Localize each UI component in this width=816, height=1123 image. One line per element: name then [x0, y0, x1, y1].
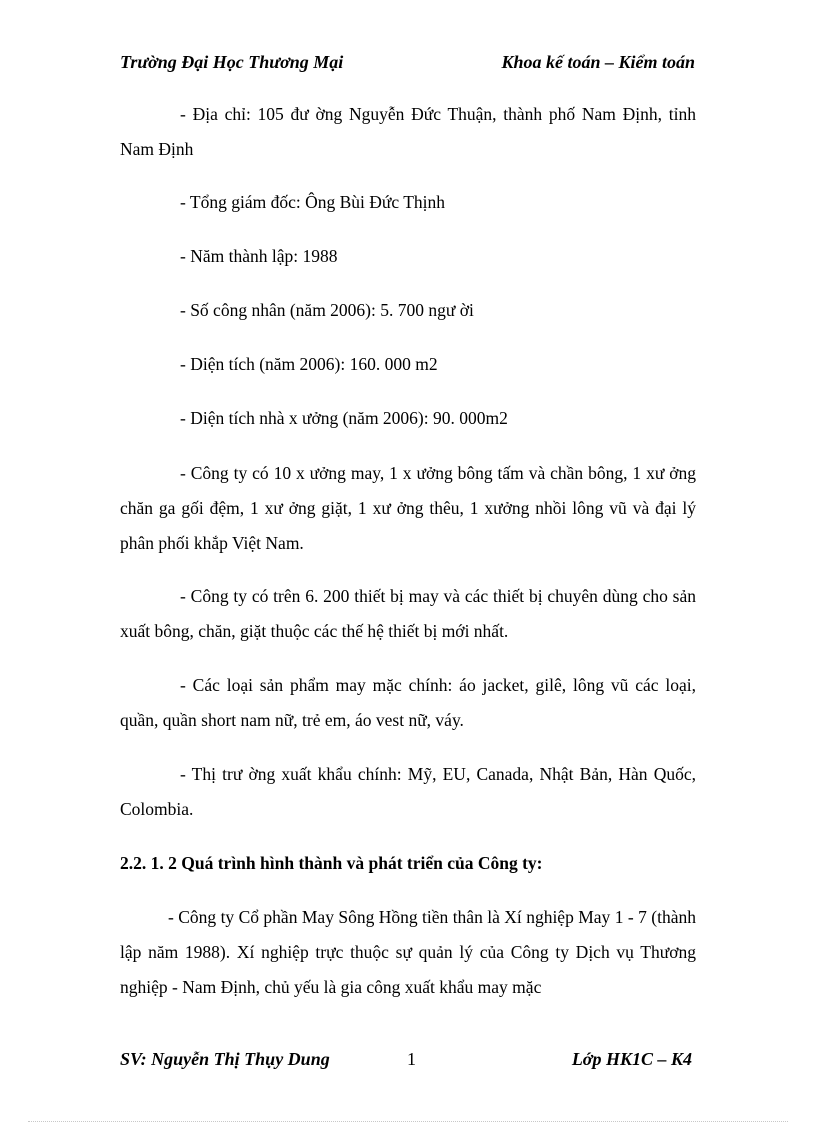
- page-footer: [120, 1049, 692, 1075]
- paragraph-factory-area: - Diện tích nhà x ưởng (năm 2006): 90. 000m2: [180, 408, 508, 428]
- paragraph-history: - Công ty Cổ phần May Sông Hồng tiền thân là Xí nghiệp May 1 - 7 (thành lập năm 1988). Xí nghiệp trực thuộc sự quản lý của Công ty Dịch vụ Thương nghiệp - Nam Định, chủ yếu là gia công xuất khẩu may mặc: [120, 907, 696, 997]
- paragraph-area: - Diện tích (năm 2006): 160. 000 m2: [180, 354, 438, 374]
- page-header: [120, 52, 695, 78]
- header-university: Trường Đại Học Thương Mại: [120, 52, 344, 72]
- paragraph-markets: - Thị trư ờng xuất khẩu chính: Mỹ, EU, Canada, Nhật Bản, Hàn Quốc, Colombia.: [120, 764, 696, 819]
- header-faculty: Khoa kế toán – Kiểm toán: [501, 52, 695, 72]
- paragraph-equipment: - Công ty có trên 6. 200 thiết bị may và các thiết bị chuyên dùng cho sản xuất bông, chăn, giặt thuộc các thế hệ thiết bị mới nhất.: [120, 586, 696, 641]
- page-bottom-rule: [28, 1121, 788, 1122]
- footer-student: SV: Nguyễn Thị Thụy Dung: [120, 1049, 330, 1069]
- paragraph-founded: - Năm thành lập: 1988: [180, 246, 338, 266]
- paragraph-products: - Các loại sản phẩm may mặc chính: áo jacket, gilê, lông vũ các loại, quần, quần short nam nữ, trẻ em, áo vest nữ, váy.: [120, 675, 696, 730]
- paragraph-workers: - Số công nhân (năm 2006): 5. 700 ngư ời: [180, 300, 474, 320]
- paragraph-workshops: - Công ty có 10 x ưởng may, 1 x ưởng bông tấm và chần bông, 1 xư ởng chăn ga gối đệm, 1 xư ởng giặt, 1 xư ởng thêu, 1 xưởng nhồi lông vũ và đại lý phân phối khắp Việt Nam.: [120, 463, 696, 553]
- paragraph-address: - Địa chỉ: 105 đư ờng Nguyễn Đức Thuận, thành phố Nam Định, tỉnh Nam Định: [120, 104, 696, 159]
- section-heading: 2.2. 1. 2 Quá trình hình thành và phát triển của Công ty:: [120, 853, 543, 873]
- page-number: 1: [407, 1049, 416, 1069]
- paragraph-director: - Tổng giám đốc: Ông Bùi Đức Thịnh: [180, 192, 445, 212]
- footer-class: Lớp HK1C – K4: [571, 1049, 692, 1069]
